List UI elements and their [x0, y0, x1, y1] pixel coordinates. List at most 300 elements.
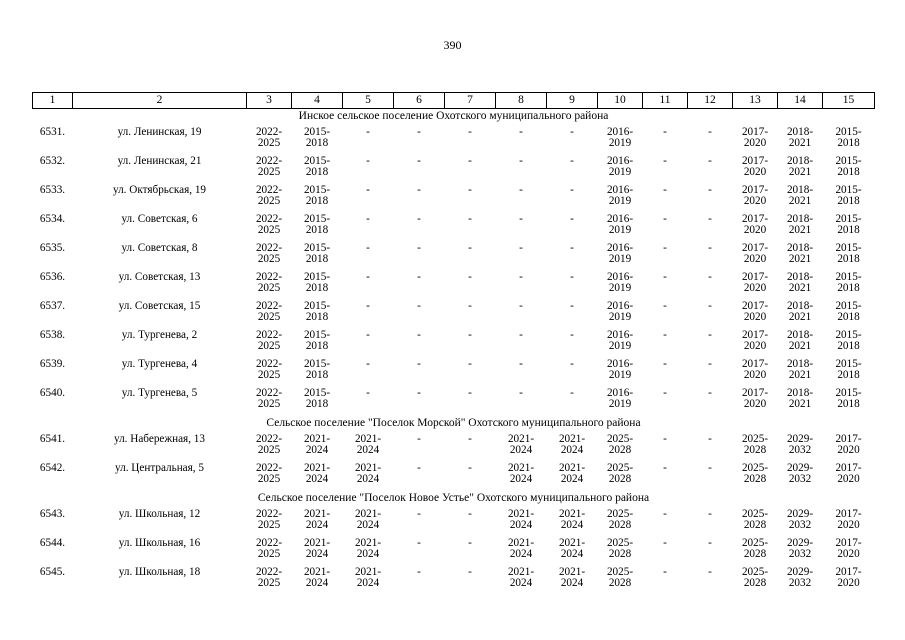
row-number: 6538.	[39, 329, 66, 341]
period-value: 2017- 2020	[741, 387, 769, 410]
period-value: 2021- 2024	[354, 462, 382, 485]
address-cell: ул. Советская, 13	[118, 271, 201, 283]
period-value: 2021- 2024	[558, 508, 586, 531]
period-cell-c3	[247, 329, 292, 358]
period-cell-c9	[547, 508, 598, 537]
period-value: 2016- 2019	[606, 271, 634, 294]
period-value: -	[468, 387, 472, 399]
period-cell-c10	[598, 508, 643, 537]
period-value: -	[417, 537, 421, 549]
address-cell: ул. Школьная, 12	[118, 508, 201, 520]
period-value: 2015- 2018	[835, 387, 862, 410]
period-value: 2018- 2021	[786, 242, 814, 265]
period-cell-c7	[445, 462, 496, 491]
period-value: 2021- 2024	[354, 537, 382, 560]
period-value: 2015- 2018	[303, 387, 331, 410]
period-value: -	[663, 126, 667, 138]
period-value: 2025- 2028	[606, 433, 634, 456]
period-cell-c11	[643, 184, 688, 213]
period-cell-c11	[643, 329, 688, 358]
period-value: 2017- 2020	[741, 155, 769, 178]
period-cell-c7	[445, 537, 496, 566]
period-cell-c8	[496, 387, 547, 416]
period-cell-c4	[292, 462, 343, 491]
period-cell-c15	[823, 329, 875, 358]
period-value: -	[708, 358, 712, 370]
period-value: -	[366, 271, 370, 283]
period-value: 2022- 2025	[255, 433, 283, 456]
address-cell: ул. Школьная, 16	[118, 537, 201, 549]
period-value: 2022- 2025	[255, 358, 283, 381]
period-value: -	[366, 329, 370, 341]
period-value: -	[468, 508, 472, 520]
period-cell-c9	[547, 537, 598, 566]
period-value: -	[417, 433, 421, 445]
period-cell-c13	[733, 242, 778, 271]
period-value: -	[570, 271, 574, 283]
period-cell-c10	[598, 329, 643, 358]
period-cell-c8	[496, 213, 547, 242]
period-cell-c15	[823, 213, 875, 242]
period-value: 2015- 2018	[303, 300, 331, 323]
period-value: 2022- 2025	[255, 508, 283, 531]
period-cell-c13	[733, 537, 778, 566]
period-value: -	[468, 155, 472, 167]
period-value: 2022- 2025	[255, 184, 283, 207]
header-row	[33, 93, 875, 109]
period-value: -	[417, 213, 421, 225]
period-cell-c13	[733, 358, 778, 387]
period-cell-c4	[292, 537, 343, 566]
period-value: 2021- 2024	[507, 433, 535, 456]
period-value: 2017- 2020	[835, 433, 862, 456]
period-cell-c11	[643, 508, 688, 537]
period-value: 2015- 2018	[835, 358, 862, 381]
period-cell-c15	[823, 271, 875, 300]
period-value: 2016- 2019	[606, 155, 634, 178]
column-header-8: 8	[496, 93, 547, 109]
period-cell-c12	[688, 184, 733, 213]
period-value: -	[519, 155, 523, 167]
period-value: -	[417, 242, 421, 254]
period-value: 2025- 2028	[741, 566, 769, 589]
period-value: 2021- 2024	[354, 433, 382, 456]
period-cell-c9	[547, 566, 598, 595]
period-value: -	[708, 462, 712, 474]
period-cell-c9	[547, 213, 598, 242]
period-value: -	[570, 242, 574, 254]
period-cell-c6	[394, 508, 445, 537]
period-cell-c9	[547, 126, 598, 155]
period-cell-c8	[496, 155, 547, 184]
column-header-12: 12	[688, 93, 733, 109]
period-cell-c9	[547, 184, 598, 213]
group-row	[33, 416, 875, 433]
row-number: 6531.	[39, 126, 66, 138]
period-cell-c3	[247, 271, 292, 300]
period-cell-c5	[343, 213, 394, 242]
period-cell-c14	[778, 271, 823, 300]
settlement-title: Инское сельское поселение Охотского муниципального района	[298, 110, 609, 122]
period-cell-c9	[547, 300, 598, 329]
period-cell-c10	[598, 300, 643, 329]
period-cell-c11	[643, 271, 688, 300]
period-cell-c9	[547, 242, 598, 271]
period-value: -	[708, 184, 712, 196]
period-cell-c3	[247, 358, 292, 387]
period-value: -	[570, 387, 574, 399]
period-value: 2016- 2019	[606, 358, 634, 381]
period-cell-c11	[643, 387, 688, 416]
table-row	[33, 242, 875, 271]
period-cell-c12	[688, 271, 733, 300]
table-row	[33, 213, 875, 242]
period-cell-c15	[823, 155, 875, 184]
period-cell-c9	[547, 329, 598, 358]
address-cell: ул. Тургенева, 4	[121, 358, 198, 370]
period-value: -	[366, 300, 370, 312]
period-cell-c12	[688, 508, 733, 537]
row-number: 6543.	[39, 508, 66, 520]
period-value: 2018- 2021	[786, 155, 814, 178]
period-cell-c5	[343, 537, 394, 566]
table-row	[33, 387, 875, 416]
period-cell-c10	[598, 566, 643, 595]
period-value: 2022- 2025	[255, 537, 283, 560]
period-cell-c8	[496, 462, 547, 491]
period-value: -	[663, 537, 667, 549]
period-value: 2021- 2024	[558, 462, 586, 485]
period-cell-c5	[343, 329, 394, 358]
row-number: 6544.	[39, 537, 66, 549]
period-cell-c7	[445, 433, 496, 462]
period-cell-c6	[394, 126, 445, 155]
period-value: -	[570, 300, 574, 312]
period-cell-c14	[778, 508, 823, 537]
period-cell-c13	[733, 155, 778, 184]
period-value: 2022- 2025	[255, 387, 283, 410]
period-cell-c6	[394, 358, 445, 387]
period-value: 2021- 2024	[303, 462, 331, 485]
period-cell-c3	[247, 433, 292, 462]
period-cell-c12	[688, 566, 733, 595]
period-value: 2016- 2019	[606, 300, 634, 323]
period-cell-c13	[733, 329, 778, 358]
period-cell-c8	[496, 508, 547, 537]
period-cell-c4	[292, 508, 343, 537]
period-value: 2021- 2024	[354, 508, 382, 531]
period-cell-c4	[292, 271, 343, 300]
period-cell-c3	[247, 242, 292, 271]
period-value: -	[468, 566, 472, 578]
group-row	[33, 491, 875, 508]
column-header-6: 6	[394, 93, 445, 109]
period-value: -	[468, 242, 472, 254]
period-value: -	[519, 242, 523, 254]
period-cell-c13	[733, 462, 778, 491]
period-cell-c3	[247, 537, 292, 566]
period-value: -	[519, 213, 523, 225]
period-value: -	[366, 358, 370, 370]
column-header-14: 14	[778, 93, 823, 109]
period-cell-c6	[394, 566, 445, 595]
period-value: -	[468, 433, 472, 445]
period-value: -	[468, 358, 472, 370]
period-cell-c3	[247, 126, 292, 155]
row-number: 6535.	[39, 242, 66, 254]
row-number: 6545.	[39, 566, 66, 578]
period-value: -	[468, 300, 472, 312]
period-value: -	[417, 184, 421, 196]
period-value: -	[519, 126, 523, 138]
period-value: 2015- 2018	[303, 126, 331, 149]
period-value: 2015- 2018	[835, 271, 862, 294]
column-header-10: 10	[598, 93, 643, 109]
period-cell-c11	[643, 537, 688, 566]
period-value: 2018- 2021	[786, 213, 814, 236]
period-cell-c4	[292, 329, 343, 358]
period-value: 2021- 2024	[507, 566, 535, 589]
period-cell-c11	[643, 433, 688, 462]
period-cell-c7	[445, 184, 496, 213]
period-value: 2022- 2025	[255, 462, 283, 485]
column-header-11: 11	[643, 93, 688, 109]
address-cell: ул. Набережная, 13	[113, 433, 205, 445]
period-value: -	[417, 300, 421, 312]
period-cell-c10	[598, 271, 643, 300]
group-row	[33, 109, 875, 127]
period-value: 2021- 2024	[507, 462, 535, 485]
period-cell-c3	[247, 462, 292, 491]
period-value: 2017- 2020	[741, 184, 769, 207]
period-value: -	[708, 300, 712, 312]
period-cell-c5	[343, 358, 394, 387]
period-value: -	[708, 271, 712, 283]
period-value: 2025- 2028	[741, 537, 769, 560]
period-cell-c14	[778, 213, 823, 242]
address-cell: ул. Ленинская, 19	[117, 126, 202, 138]
row-number: 6534.	[39, 213, 66, 225]
period-cell-c12	[688, 387, 733, 416]
period-cell-c11	[643, 462, 688, 491]
period-cell-c4	[292, 126, 343, 155]
column-header-2: 2	[73, 93, 247, 109]
period-value: 2021- 2024	[303, 537, 331, 560]
period-cell-c13	[733, 387, 778, 416]
period-cell-c5	[343, 242, 394, 271]
period-cell-c15	[823, 387, 875, 416]
period-value: 2015- 2018	[303, 213, 331, 236]
period-cell-c10	[598, 358, 643, 387]
period-value: -	[417, 126, 421, 138]
period-cell-c12	[688, 126, 733, 155]
period-value: 2022- 2025	[255, 242, 283, 265]
row-number: 6541.	[39, 433, 66, 445]
period-value: -	[708, 387, 712, 399]
table-row	[33, 300, 875, 329]
row-number: 6540.	[39, 387, 66, 399]
table-row	[33, 462, 875, 491]
period-cell-c3	[247, 155, 292, 184]
table-row	[33, 566, 875, 595]
period-cell-c10	[598, 387, 643, 416]
table-row	[33, 537, 875, 566]
period-value: 2017- 2020	[741, 300, 769, 323]
period-cell-c6	[394, 329, 445, 358]
period-cell-c6	[394, 184, 445, 213]
period-cell-c5	[343, 155, 394, 184]
period-value: -	[708, 329, 712, 341]
address-cell: ул. Тургенева, 5	[121, 387, 198, 399]
period-value: 2016- 2019	[606, 184, 634, 207]
period-value: -	[708, 508, 712, 520]
period-value: -	[468, 126, 472, 138]
period-value: -	[417, 329, 421, 341]
period-cell-c13	[733, 271, 778, 300]
period-cell-c4	[292, 242, 343, 271]
period-cell-c7	[445, 329, 496, 358]
period-value: -	[708, 242, 712, 254]
row-number: 6539.	[39, 358, 66, 370]
period-cell-c14	[778, 300, 823, 329]
period-cell-c11	[643, 358, 688, 387]
period-cell-c14	[778, 242, 823, 271]
period-cell-c9	[547, 433, 598, 462]
period-cell-c6	[394, 462, 445, 491]
period-value: 2018- 2021	[786, 387, 814, 410]
period-value: -	[468, 537, 472, 549]
period-value: 2017- 2020	[741, 271, 769, 294]
period-cell-c6	[394, 271, 445, 300]
table-row	[33, 126, 875, 155]
column-header-1: 1	[33, 93, 73, 109]
period-value: -	[417, 508, 421, 520]
period-cell-c13	[733, 213, 778, 242]
period-cell-c7	[445, 300, 496, 329]
column-header-7: 7	[445, 93, 496, 109]
period-cell-c12	[688, 155, 733, 184]
period-cell-c14	[778, 433, 823, 462]
period-value: 2016- 2019	[606, 387, 634, 410]
period-value: 2021- 2024	[303, 433, 331, 456]
housing-register-table	[32, 92, 875, 595]
page-number: 390	[443, 38, 462, 52]
period-cell-c8	[496, 126, 547, 155]
period-cell-c10	[598, 213, 643, 242]
period-value: 2025- 2028	[741, 462, 769, 485]
period-value: -	[519, 387, 523, 399]
table-row	[33, 155, 875, 184]
period-value: 2018- 2021	[786, 126, 814, 149]
period-value: 2025- 2028	[606, 566, 634, 589]
period-cell-c4	[292, 433, 343, 462]
period-cell-c13	[733, 566, 778, 595]
period-value: 2021- 2024	[558, 537, 586, 560]
period-value: -	[417, 462, 421, 474]
period-cell-c10	[598, 242, 643, 271]
period-value: 2025- 2028	[741, 433, 769, 456]
period-value: -	[663, 300, 667, 312]
period-cell-c15	[823, 242, 875, 271]
period-cell-c15	[823, 462, 875, 491]
period-cell-c14	[778, 566, 823, 595]
period-value: -	[519, 300, 523, 312]
period-cell-c15	[823, 433, 875, 462]
period-cell-c6	[394, 213, 445, 242]
period-cell-c8	[496, 537, 547, 566]
period-value: 2017- 2020	[741, 358, 769, 381]
period-cell-c6	[394, 300, 445, 329]
period-cell-c8	[496, 184, 547, 213]
period-cell-c13	[733, 300, 778, 329]
period-cell-c11	[643, 213, 688, 242]
period-cell-c8	[496, 271, 547, 300]
period-value: -	[366, 184, 370, 196]
period-value: 2016- 2019	[606, 242, 634, 265]
period-cell-c14	[778, 358, 823, 387]
period-value: -	[663, 387, 667, 399]
period-value: 2022- 2025	[255, 300, 283, 323]
period-value: 2021- 2024	[507, 537, 535, 560]
period-cell-c7	[445, 242, 496, 271]
period-cell-c10	[598, 462, 643, 491]
period-cell-c15	[823, 537, 875, 566]
period-cell-c4	[292, 300, 343, 329]
period-value: 2015- 2018	[835, 184, 862, 207]
period-cell-c7	[445, 387, 496, 416]
period-value: 2015- 2018	[835, 242, 862, 265]
period-cell-c10	[598, 126, 643, 155]
period-cell-c11	[643, 126, 688, 155]
period-value: -	[366, 126, 370, 138]
period-value: 2021- 2024	[354, 566, 382, 589]
period-value: -	[708, 537, 712, 549]
period-value: -	[366, 213, 370, 225]
address-cell: ул. Советская, 8	[121, 242, 198, 254]
table-row	[33, 358, 875, 387]
row-number: 6533.	[39, 184, 66, 196]
period-value: 2022- 2025	[255, 566, 283, 589]
address-cell: ул. Тургенева, 2	[121, 329, 198, 341]
period-cell-c6	[394, 433, 445, 462]
period-cell-c12	[688, 537, 733, 566]
period-value: -	[468, 184, 472, 196]
period-value: 2018- 2021	[786, 300, 814, 323]
period-cell-c14	[778, 329, 823, 358]
period-cell-c5	[343, 508, 394, 537]
period-cell-c3	[247, 300, 292, 329]
period-value: 2025- 2028	[606, 508, 634, 531]
period-value: -	[663, 433, 667, 445]
period-value: 2029- 2032	[786, 433, 814, 456]
period-value: -	[519, 329, 523, 341]
period-cell-c8	[496, 300, 547, 329]
row-number: 6536.	[39, 271, 66, 283]
period-value: 2016- 2019	[606, 329, 634, 352]
period-cell-c14	[778, 537, 823, 566]
period-value: -	[663, 508, 667, 520]
row-number: 6532.	[39, 155, 66, 167]
period-value: -	[570, 329, 574, 341]
period-cell-c15	[823, 184, 875, 213]
period-cell-c13	[733, 508, 778, 537]
period-value: 2017- 2020	[741, 242, 769, 265]
period-cell-c14	[778, 462, 823, 491]
table-row	[33, 433, 875, 462]
period-cell-c12	[688, 358, 733, 387]
period-cell-c12	[688, 300, 733, 329]
period-value: 2021- 2024	[303, 508, 331, 531]
